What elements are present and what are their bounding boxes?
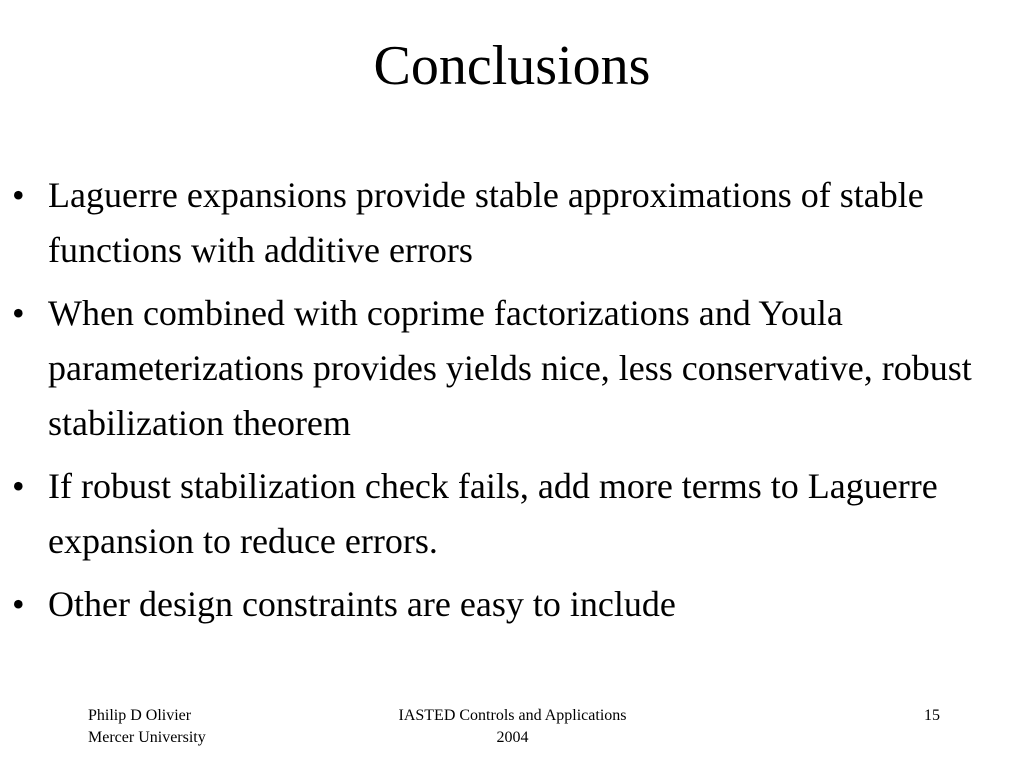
- footer-author-name: Philip D Olivier: [88, 707, 192, 724]
- bullet-item: [12, 459, 1008, 569]
- bullet-text: When combined with coprime factorizations and Youla parameterizations provides yields nice, less conservative, robust stabilization theorem: [48, 293, 972, 443]
- bullet-icon: •: [12, 584, 25, 624]
- bullet-icon: •: [12, 466, 25, 506]
- bullet-item: [12, 168, 1008, 278]
- slide-title: Conclusions: [373, 35, 651, 97]
- bullet-text: If robust stabilization check fails, add more terms to Laguerre expansion to reduce errors.: [48, 466, 938, 561]
- footer-page-number: 15: [924, 707, 940, 724]
- footer-author-affiliation: Mercer University: [88, 729, 206, 746]
- footer-conference: [360, 705, 665, 749]
- bullet-icon: •: [12, 293, 25, 333]
- bullet-list: [12, 168, 1008, 640]
- bullet-item: [12, 286, 1008, 451]
- bullet-icon: •: [12, 175, 25, 215]
- bullet-item: [12, 577, 1008, 632]
- bullet-text: Laguerre expansions provide stable approximations of stable functions with additive errors: [48, 175, 924, 270]
- bullet-text: Other design constraints are easy to include: [48, 584, 676, 624]
- footer-conference-year: 2004: [496, 729, 529, 746]
- footer-conference-name: IASTED Controls and Applications: [398, 707, 627, 724]
- footer-author: [88, 705, 206, 749]
